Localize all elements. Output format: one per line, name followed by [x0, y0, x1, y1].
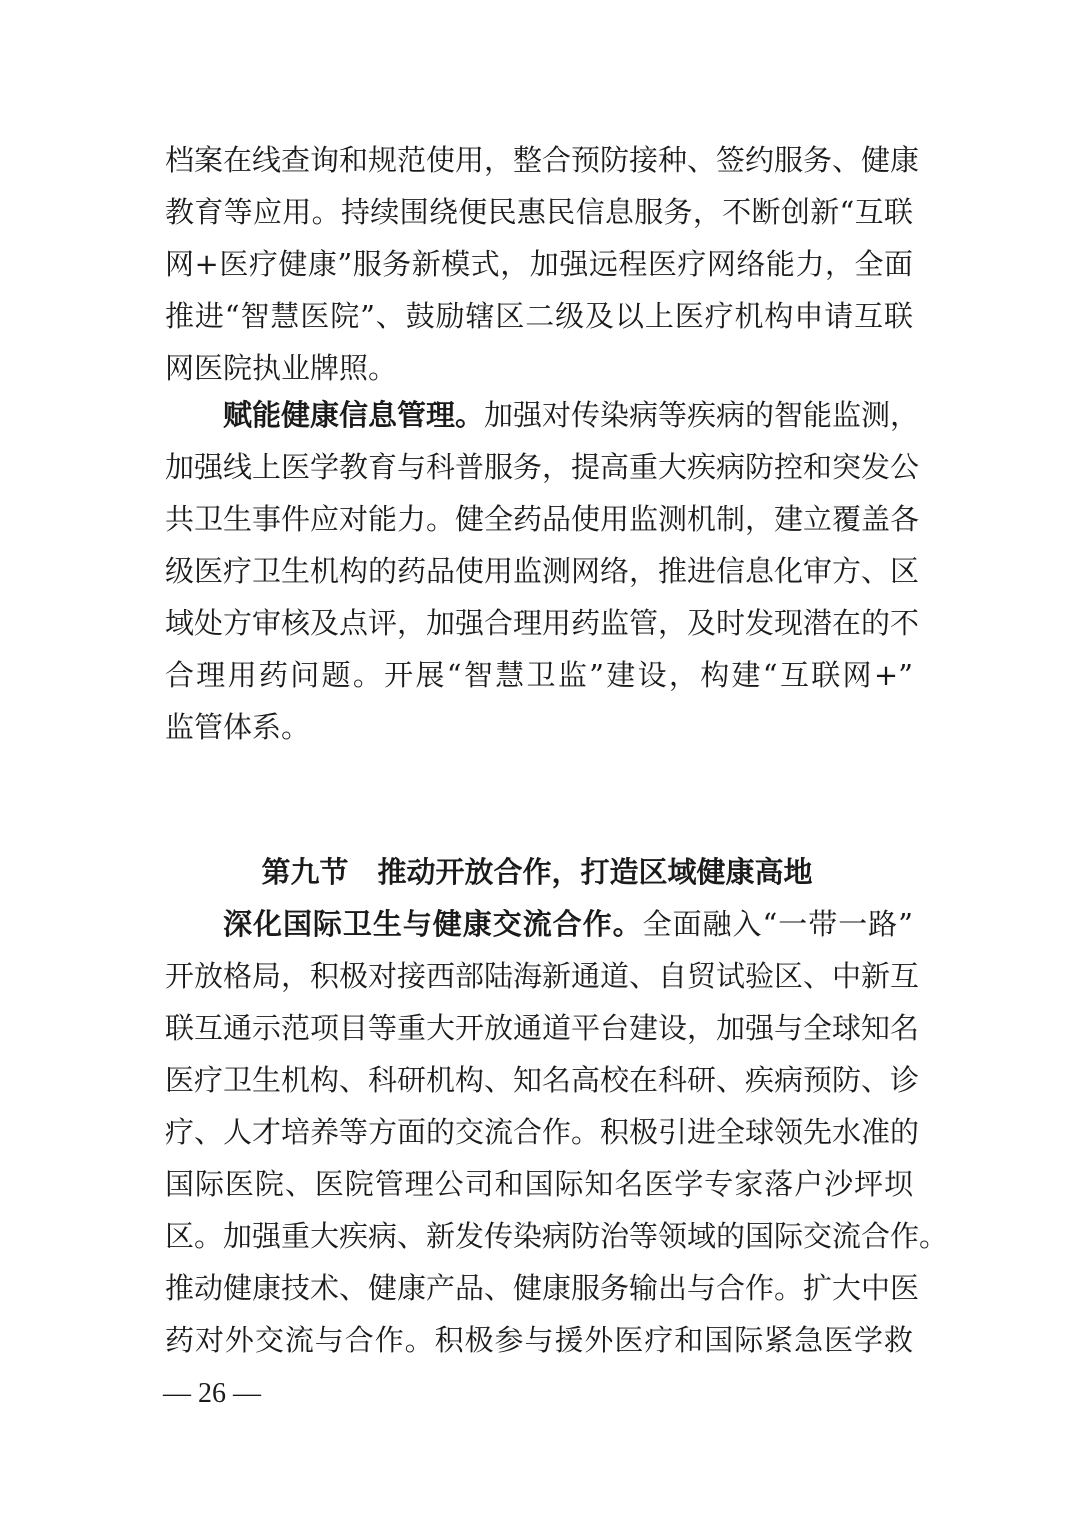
text-line: 档案在线查询和规范使用，整合预防接种、签约服务、健康 [165, 143, 920, 177]
text-line: 网医院执业牌照。 [165, 351, 398, 385]
text-line: 加强线上医学教育与科普服务，提高重大疾病防控和突发公 [165, 450, 920, 484]
paragraph-first-line [165, 898, 913, 950]
text-line: 疗、人才培养等方面的交流合作。积极引进全球领先水准的 [165, 1115, 920, 1149]
paragraph-continuation [165, 134, 920, 394]
text-line: 药对外交流与合作。积极参与援外医疗和国际紧急医学救 [165, 1323, 913, 1357]
text-line: 医疗卫生机构、科研机构、知名高校在科研、疾病预防、诊 [165, 1063, 920, 1097]
paragraph-lead-heading: 深化国际卫生与健康交流合作。 [223, 907, 643, 941]
section-heading: 第九节 推动开放合作，打造区域健康高地 [261, 855, 813, 889]
text-line: 监管体系。 [165, 710, 311, 744]
text-line: 推进“智慧医院”、鼓励辖区二级及以上医疗机构申请互联 [165, 299, 913, 333]
paragraph-health-info [165, 389, 920, 753]
text-line: 推动健康技术、健康产品、健康服务输出与合作。扩大中医 [165, 1271, 920, 1305]
paragraph-lead-heading: 赋能健康信息管理。 [223, 398, 485, 432]
text-line: 合理用药问题。开展“智慧卫监”建设，构建“互联网+” [165, 658, 913, 692]
text-line: 国际医院、医院管理公司和国际知名医学专家落户沙坪坝 [165, 1167, 913, 1201]
paragraph-lead-text: 加强对传染病等疾病的智能监测， [484, 398, 920, 432]
text-line: 区。加强重大疾病、新发传染病防治等领域的国际交流合作。 [165, 1219, 949, 1253]
text-line: 联互通示范项目等重大开放通道平台建设，加强与全球知名 [165, 1011, 920, 1045]
paragraph-international [165, 898, 949, 1366]
text-line: 域处方审核及点评，加强合理用药监管，及时发现潜在的不 [165, 606, 920, 640]
text-line: 级医疗卫生机构的药品使用监测网络，推进信息化审方、区 [165, 554, 920, 588]
text-line: 共卫生事件应对能力。健全药品使用监测机制，建立覆盖各 [165, 502, 920, 536]
text-line: 网+医疗健康”服务新模式，加强远程医疗网络能力，全面 [165, 247, 913, 281]
page-number: — 26 — [163, 1378, 261, 1409]
paragraph-lead-text: 全面融入“一带一路” [642, 907, 913, 941]
text-line: 开放格局，积极对接西部陆海新通道、自贸试验区、中新互 [165, 959, 920, 993]
paragraph-first-line [165, 389, 920, 441]
text-line: 教育等应用。持续围绕便民惠民信息服务，不断创新“互联 [165, 195, 913, 229]
